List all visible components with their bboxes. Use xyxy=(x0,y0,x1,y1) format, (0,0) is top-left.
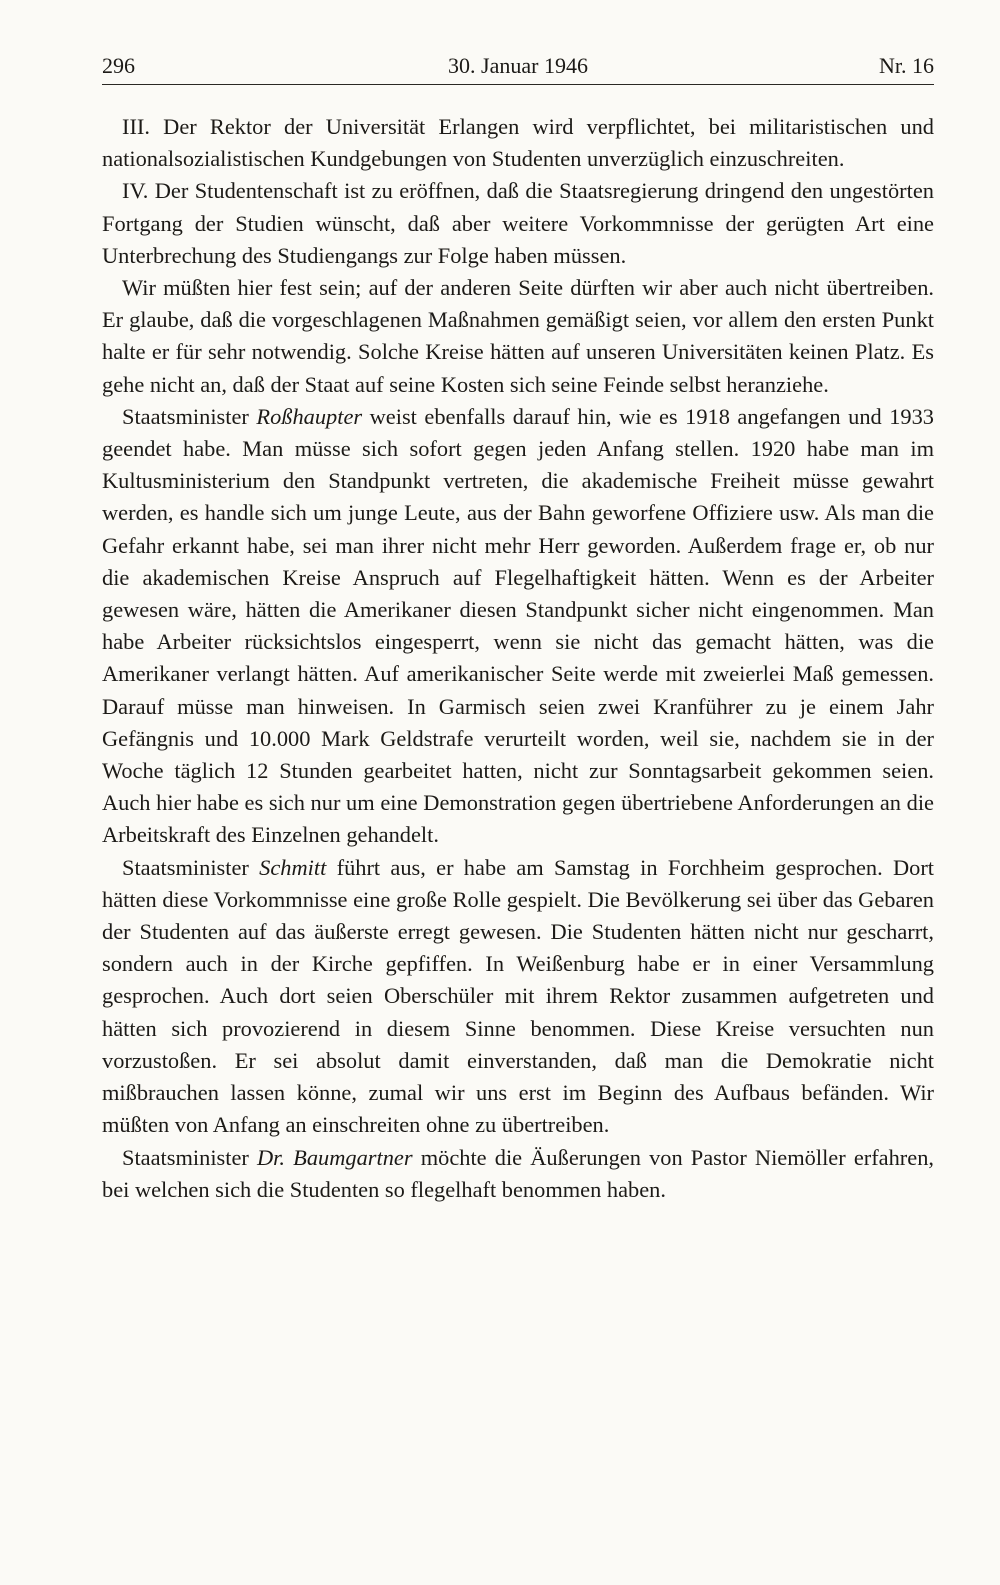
paragraph xyxy=(102,852,934,1142)
header-date: 30. Januar 1946 xyxy=(448,53,588,78)
paragraph-text: weist ebenfalls darauf hin, wie es 1918 angefangen und 1933 geendet habe. Man müsse sich sofort gegen jeden Anfang stellen. 1920 habe man im Kultusministerium den Standpunkt vertreten, die akademische Freiheit müsse gewahrt werden, es handle sich um junge Leute, aus der Bahn geworfene Offiziere usw. Als man die Gefahr erkannt habe, sei man ihrer nicht mehr Herr geworden. Außerdem frage er, ob nur die akademischen Kreise Anspruch auf Flegelhaftigkeit hätten. Wenn es der Arbeiter gewesen wäre, hätten die Amerikaner diesen Standpunkt sicher nicht eingenommen. Man habe Arbeiter rücksichtslos eingesperrt, wenn sie nicht das gemacht hätten, was die Amerikaner verlangt hätten. Auf amerikanischer Seite werde mit zweierlei Maß gemessen. Darauf müsse man hinweisen. In Garmisch seien zwei Kranführer zu je einem Jahr Gefängnis und 10.000 Mark Geldstrafe verurteilt worden, weil sie, nachdem sie in der Woche täglich 12 Stunden gearbeitet hatten, nicht zur Sonntagsarbeit gekommen seien. Auch hier habe es sich nur um eine Demonstration gegen übertriebene Anforderungen an die Arbeitskraft des Einzelnen gehandelt. xyxy=(102,403,935,848)
header-issue-number: Nr. 16 xyxy=(879,53,934,78)
paragraph-text: führt aus, er habe am Samstag in Forchheim gesprochen. Dort hätten diese Vorkommnisse eine große Rolle gespielt. Die Bevölkerung sei über das Gebaren der Studenten auf das äußerste erregt gewesen. Die Studenten hätten nicht nur gescharrt, sondern auch in der Kirche gepfiffen. In Weißenburg habe er in einer Versammlung gesprochen. Auch dort seien Oberschüler mit ihrem Rektor zusammen aufgetreten und hätten sich provozierend in diesem Sinne benommen. Diese Kreise versuchten nun vorzustoßen. Er sei absolut damit einverstanden, daß man die Demokratie nicht mißbrauchen lassen könne, zumal wir uns erst im Beginn des Aufbaus befänden. Wir müßten von Anfang an einschreiten ohne zu übertreiben. xyxy=(102,854,935,1138)
speaker-name: Schmitt xyxy=(259,854,327,880)
paragraph-text: Staatsminister xyxy=(122,1144,258,1170)
paragraph-text: möchte die Äußerungen von Pastor Niemöller erfahren, bei welchen sich die Studenten so flegelhaft benommen haben. xyxy=(102,1144,934,1202)
speaker-name: Roßhaupter xyxy=(256,403,363,429)
paragraph-text: Wir müßten hier fest sein; auf der anderen Seite dürften wir aber auch nicht übertreiben. Er glaube, daß die vorgeschlagenen Maßnahmen gemäßigt seien, vor allem den ersten Punkt halte er für sehr notwendig. Solche Kreise hätten auf unseren Universitäten keinen Platz. Es gehe nicht an, daß der Staat auf seine Kosten sich seine Feinde selbst heranziehe. xyxy=(102,275,934,397)
paragraph-text: Staatsminister xyxy=(122,403,257,429)
paragraph-text: Staatsminister xyxy=(122,854,260,880)
document-body xyxy=(102,111,934,1206)
paragraph xyxy=(102,401,934,852)
page-number: 296 xyxy=(102,53,135,78)
paragraph-text: III. Der Rektor der Universität Erlangen wird verpflichtet, bei militaristischen und nationalsozialistischen Kundgebungen von Studenten unverzüglich einzuschreiten. xyxy=(102,114,934,172)
paragraph xyxy=(102,111,934,175)
paragraph xyxy=(102,272,934,401)
document-page xyxy=(102,48,934,1206)
paragraph xyxy=(102,1142,934,1206)
speaker-name: Dr. Baumgartner xyxy=(257,1144,413,1170)
paragraph xyxy=(102,175,934,272)
running-header xyxy=(102,48,934,85)
paragraph-text: IV. Der Studentenschaft ist zu eröffnen, daß die Staatsregierung dringend den ungestörten Fortgang der Studien wünscht, daß aber weitere Vorkommnisse der gerügten Art eine Unterbrechung des Studiengangs zur Folge haben müssen. xyxy=(102,178,934,268)
